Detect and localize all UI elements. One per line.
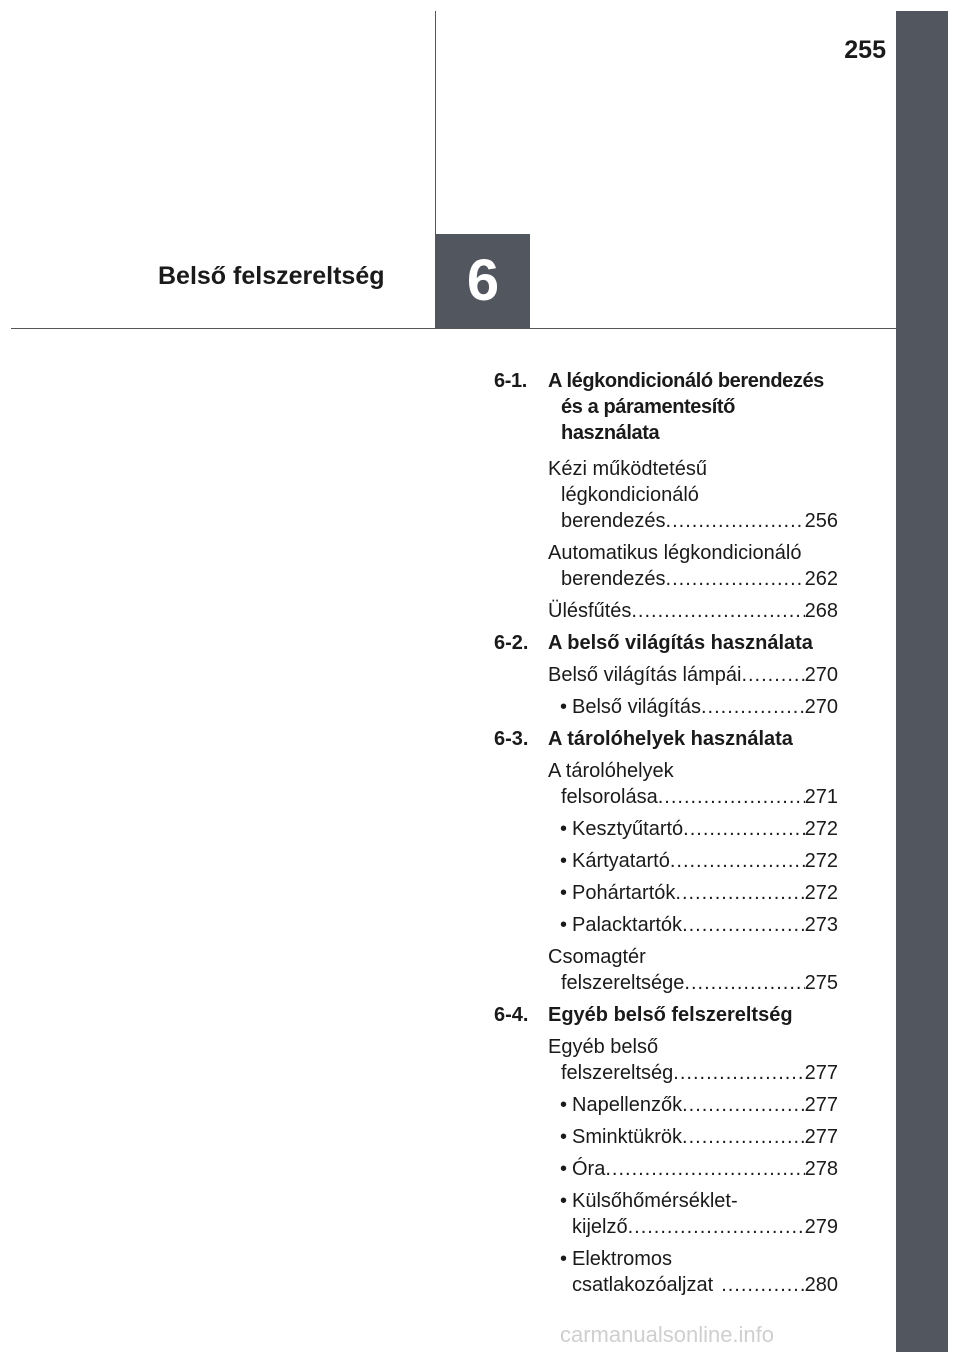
entry-text: Csomagtér <box>548 946 646 968</box>
section-title: A belső világítás használata <box>548 632 813 654</box>
entry-page-number: 277 <box>804 1126 838 1148</box>
toc-bullet-power-outlet[interactable] <box>548 1246 838 1298</box>
dot-leader <box>628 1214 805 1240</box>
dot-leader <box>683 816 804 842</box>
bullet-mark: • <box>560 818 568 840</box>
toc-bullet-sun-visors[interactable] <box>548 1092 838 1118</box>
toc-entry-luggage-features[interactable] <box>548 944 838 996</box>
entry-leader-line <box>572 1272 838 1298</box>
bullet-mark: • <box>560 1158 568 1180</box>
bullet-mark: • <box>560 1094 568 1116</box>
entry-text: Palacktartók <box>572 914 683 936</box>
dot-leader <box>605 1156 804 1182</box>
entry-text: felszereltség <box>561 1062 674 1084</box>
toc-section-6-1[interactable] <box>494 368 838 446</box>
toc-bullet-cup-holders[interactable] <box>548 880 838 906</box>
section-title: A tárolóhelyek használata <box>548 728 793 750</box>
entry-text: Ülésfűtés <box>548 600 632 622</box>
entry-leader-line <box>548 566 838 592</box>
toc-bullet-interior-light[interactable] <box>548 694 838 720</box>
table-of-contents <box>494 368 838 1298</box>
entry-leader-line <box>548 970 838 996</box>
entry-page-number: 256 <box>804 510 838 532</box>
entry-text: csatlakozóaljzat <box>572 1274 714 1296</box>
toc-entry-interior-lights[interactable] <box>548 662 838 688</box>
entry-text: Külsőhőmérséklet- <box>572 1190 738 1212</box>
entry-leader-line <box>572 880 838 906</box>
entry-text: Belső világítás <box>572 696 701 718</box>
entry-text: Elektromos <box>572 1248 673 1270</box>
chapter-number-box: 6 <box>436 234 530 328</box>
entry-text: felszereltsége <box>561 972 685 994</box>
page-number: 255 <box>844 36 886 64</box>
bullet-mark: • <box>560 1126 568 1148</box>
entry-leader-line <box>572 1124 838 1150</box>
entry-page-number: 278 <box>804 1158 838 1180</box>
entry-leader-line <box>548 1060 838 1086</box>
entry-leader-line <box>572 1156 838 1182</box>
dot-leader <box>631 598 804 624</box>
entry-text: Belső világítás lámpái <box>548 664 742 686</box>
entry-text: A tárolóhelyek <box>548 760 674 782</box>
entry-page-number: 268 <box>804 600 838 622</box>
entry-text: Óra <box>572 1158 606 1180</box>
bullet-mark: • <box>560 1190 568 1212</box>
entry-leader-line <box>572 694 838 720</box>
entry-leader-line <box>548 508 838 534</box>
toc-bullet-glovebox[interactable] <box>548 816 838 842</box>
toc-bullet-bottle-holders[interactable] <box>548 912 838 938</box>
dot-leader <box>666 566 805 592</box>
entry-text: Pohártartók <box>572 882 676 904</box>
bullet-mark: • <box>560 1248 568 1270</box>
entry-page-number: 270 <box>804 664 838 686</box>
entry-leader-line <box>572 912 838 938</box>
entry-text: Kézi működtetésű <box>548 458 707 480</box>
section-number: 6-2. <box>494 632 529 654</box>
entry-leader-line <box>548 598 838 624</box>
dot-leader <box>721 1272 804 1298</box>
entry-leader-line <box>548 662 838 688</box>
dot-leader <box>673 1060 804 1086</box>
entry-text: Kesztyűtartó <box>572 818 684 840</box>
toc-bullet-clock[interactable] <box>548 1156 838 1182</box>
entry-page-number: 272 <box>804 818 838 840</box>
entry-text: felsorolása <box>561 786 658 808</box>
toc-entry-other-features[interactable] <box>548 1034 838 1086</box>
entry-page-number: 272 <box>804 850 838 872</box>
section-number: 6-3. <box>494 728 529 750</box>
entry-leader-line <box>572 816 838 842</box>
toc-section-6-4[interactable] <box>494 1002 838 1028</box>
entry-page-number: 270 <box>804 696 838 718</box>
chapter-side-tab <box>896 11 948 1352</box>
section-title-line-1: A légkondicionáló berendezés <box>548 370 824 392</box>
entry-text: kijelző <box>572 1216 628 1238</box>
dot-leader <box>682 1124 805 1150</box>
dot-leader <box>701 694 805 720</box>
entry-text: berendezés <box>561 568 666 590</box>
bullet-mark: • <box>560 882 568 904</box>
toc-section-6-3[interactable] <box>494 726 838 752</box>
dot-leader <box>658 784 805 810</box>
entry-text: Sminktükrök <box>572 1126 683 1148</box>
bullet-mark: • <box>560 850 568 872</box>
section-number: 6-1. <box>494 370 527 392</box>
horizontal-divider <box>11 328 896 329</box>
toc-entry-auto-ac[interactable] <box>548 540 838 592</box>
entry-leader-line <box>572 1092 838 1118</box>
bullet-mark: • <box>560 696 568 718</box>
entry-text: Automatikus légkondicionáló <box>548 542 802 564</box>
toc-bullet-outside-temp[interactable] <box>548 1188 838 1240</box>
toc-bullet-card-holder[interactable] <box>548 848 838 874</box>
entry-page-number: 277 <box>804 1062 838 1084</box>
entry-text: légkondicionáló <box>561 484 699 506</box>
entry-page-number: 279 <box>804 1216 838 1238</box>
section-number: 6-4. <box>494 1004 529 1026</box>
dot-leader <box>666 508 805 534</box>
entry-page-number: 272 <box>804 882 838 904</box>
dot-leader <box>684 970 804 996</box>
entry-text: Kártyatartó <box>572 850 670 872</box>
entry-page-number: 275 <box>804 972 838 994</box>
toc-entry-seat-heater[interactable] <box>548 598 838 624</box>
bullet-mark: • <box>560 914 568 936</box>
entry-text: berendezés <box>561 510 666 532</box>
chapter-title: Belső felszereltség <box>158 262 385 290</box>
entry-page-number: 273 <box>804 914 838 936</box>
entry-text: Egyéb belső <box>548 1036 659 1058</box>
entry-leader-line <box>572 1214 838 1240</box>
entry-leader-line <box>572 848 838 874</box>
entry-text: Napellenzők <box>572 1094 683 1116</box>
toc-entry-manual-ac[interactable] <box>548 456 838 534</box>
dot-leader <box>741 662 804 688</box>
section-title: Egyéb belső felszereltség <box>548 1004 793 1026</box>
dot-leader <box>670 848 805 874</box>
toc-section-6-2[interactable] <box>494 630 838 656</box>
entry-page-number: 277 <box>804 1094 838 1116</box>
dot-leader <box>682 912 805 938</box>
toc-entry-storage-list[interactable] <box>548 758 838 810</box>
dot-leader <box>675 880 804 906</box>
section-title-line-2: és a páramentesítő használata <box>561 396 735 444</box>
entry-page-number: 280 <box>804 1274 838 1296</box>
entry-page-number: 262 <box>804 568 838 590</box>
watermark: carmanualsonline.info <box>560 1322 775 1347</box>
entry-page-number: 271 <box>804 786 838 808</box>
entry-leader-line <box>548 784 838 810</box>
toc-bullet-vanity-mirrors[interactable] <box>548 1124 838 1150</box>
dot-leader <box>682 1092 805 1118</box>
